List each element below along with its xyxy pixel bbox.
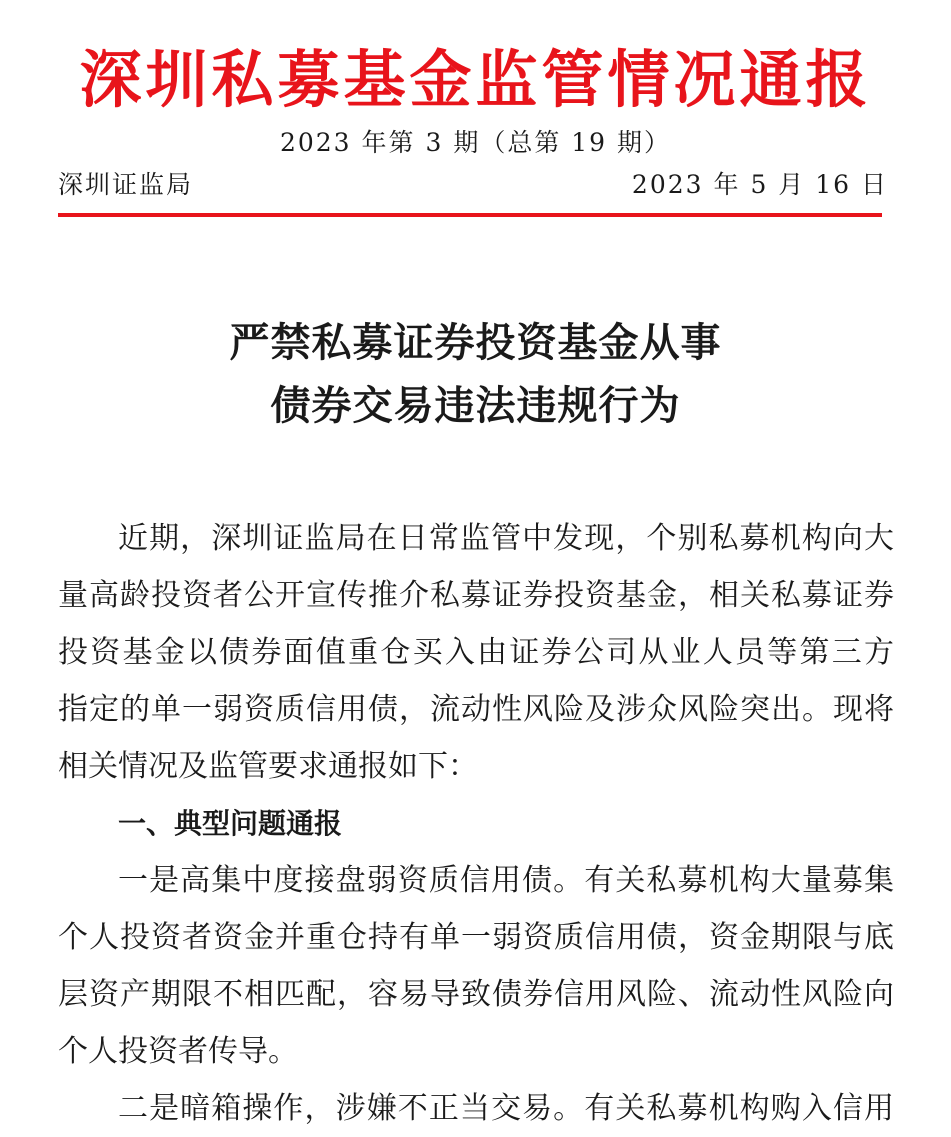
body-line: 个人投资者传导。 — [58, 1034, 298, 1069]
body-line: 一是高集中度接盘弱资质信用债。有关私募机构大量募集 — [118, 863, 894, 898]
body-line: 层资产期限不相匹配，容易导致债券信用风险、流动性风险向 — [58, 977, 894, 1012]
document-title-line-1: 严禁私募证券投资基金从事 — [229, 319, 722, 366]
section-heading: 一、典型问题通报 — [118, 807, 343, 840]
body-line: 投资基金以债券面值重仓买入由证券公司从业人员等第三方 — [58, 635, 894, 670]
body-line: 指定的单一弱资质信用债，流动性风险及涉众风险突出。现将 — [58, 692, 894, 727]
document-title-line-2: 债券交易违法违规行为 — [270, 382, 681, 429]
masthead-meta — [58, 168, 888, 202]
body-line: 相关情况及监管要求通报如下： — [58, 749, 478, 784]
body-line: 二是暗箱操作，涉嫌不正当交易。有关私募机构购入信用 — [118, 1091, 894, 1126]
body-line: 量高龄投资者公开宣传推介私募证券投资基金，相关私募证券 — [58, 578, 894, 613]
issue-date: 2023 年 5 月 16 日 — [631, 170, 888, 199]
masthead-title: 深圳私募基金监管情况通报 — [79, 43, 872, 116]
masthead-divider — [58, 213, 882, 217]
body-line: 近期，深圳证监局在日常监管中发现，个别私募机构向大 — [118, 521, 894, 556]
issue-number: 2023 年第 3 期（总第 19 期） — [279, 128, 672, 157]
body-line: 个人投资者资金并重仓持有单一弱资质信用债，资金期限与底 — [58, 920, 894, 955]
document-body — [58, 510, 894, 1137]
issuing-organization: 深圳证监局 — [58, 170, 194, 199]
